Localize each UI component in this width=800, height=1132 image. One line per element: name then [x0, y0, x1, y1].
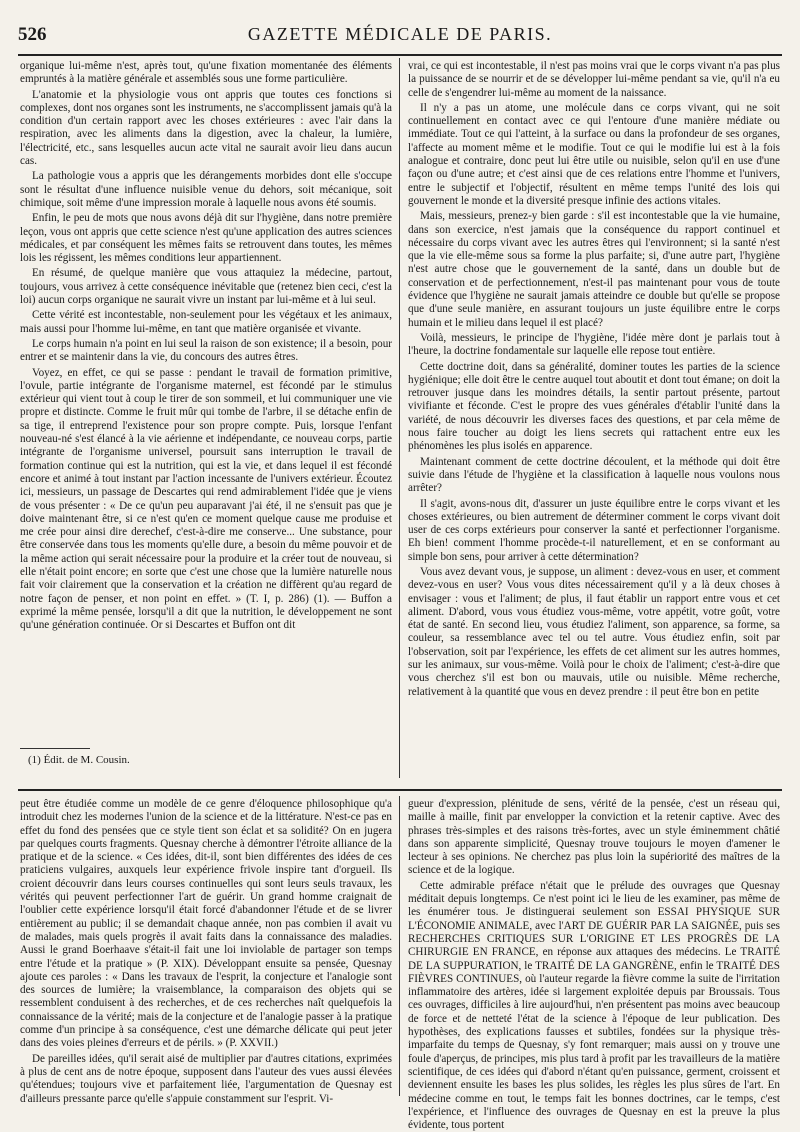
column-top-left [20, 60, 392, 740]
column-top-right [408, 60, 780, 775]
paragraph: Cette vérité est incontestable, non-seulement pour les végétaux et les animaux, mais aussi pour l'homme lui-même, en tant que matière organisée et vivante. [20, 309, 392, 335]
column-divider-bottom [399, 796, 400, 1096]
paragraph: Maintenant comment de cette doctrine découlent, et la méthode qui doit être suivie dans l'étude de l'hygiène et la classification à laquelle nous voulons nous arrêter? [408, 455, 780, 495]
column-divider-top [399, 58, 400, 778]
paragraph: Il s'agit, avons-nous dit, d'assurer un juste équilibre entre le corps vivant et les choses extérieures, ou bien autrement de déterminer comment le corps vivant doit user de ces corps extérieurs pour conserver la santé et perfectionner l'organisme. Eh bien! comment l'homme procède-t-il naturellement, et en se conformant au simple bon sens, pour arriver à cette détermination? [408, 497, 780, 563]
footnote-rule [20, 748, 90, 749]
paragraph: L'anatomie et la physiologie vous ont appris que toutes ces fonctions si complexes, dont nos organes sont les instruments, ne s'accomplissent jamais qu'à la condition d'un certain rapport avec les choses extérieures : avec l'air dans la respiration, avec les aliments dans la digestion, avec la chaleur, la lumière, l'électricité, etc., sans lesquelles aucun acte vital ne saurait avoir lieu dans aucun cas. [20, 88, 392, 168]
footnote: (1) Édit. de M. Cousin. [28, 754, 130, 766]
paragraph: peut être étudiée comme un modèle de ce genre d'éloquence philosophique qu'a introduit chez les modernes l'union de la science et de la littérature. N'est-ce pas en effet du fond des pensées que ce style tient son éclat et sa solidité? On en jugera par quelques courts fragments. Quesnay cherche à démontrer l'étroite alliance de la pratique et de la science. « Ces idées, dit-il, sont bien différentes des idées de ces praticiens vulgaires, auxquels leur expérience frivole inspire tant d'orgueil. Ils croient découvrir dans leurs courses continuelles qui sont leurs seuls travaux, les vérités qui peuvent perfectionner l'art de guérir. Un grand homme craignait de l'oublier cette expérience lorsqu'il était forcé d'abandonner l'étude et de se livrer entièrement au public; il se demandait chaque année, non pas combien il avait vu de malades, mais quels progrès il avait faits dans la connaissance des maladies. Aussi le grand Boerhaave s'était-il fait une loi inviolable de partager son temps entre l'étude et la pratique » (P. XIX). Développant ensuite sa pensée, Quesnay ajoute ces paroles : « Dans les travaux de l'esprit, la conjecture et l'analogie sont des sources de lumière; la vraisemblance, la comparaison des objets qui se ressemblent conduisent à des recherches, et de ces recherches naît quelquefois la connaissance de la vérité; mais de la conjecture et de l'analogie passer à la pratique comme d'un principe à sa conséquence, c'est une démarche délicate qui peut jeter dans des voies pleines d'erreurs et de périls. » (P. XXVII.) [20, 798, 392, 1050]
paragraph: Il n'y a pas un atome, une molécule dans ce corps vivant, qui ne soit continuellement en contact avec ce qui l'entoure d'une manière médiate ou immédiate. Tout ce qui l'atteint, à la surface ou dans la profondeur de ses organes, l'affecte au moment même et le modifie. Tout ce qui le modifie lui est à la fois analogue et contraire, donc peut lui être utile ou nuisible, selon qu'il en use d'une façon ou d'une autre; et c'est ainsi que de ces relations entre l'homme et l'univers, entre le subjectif et l'objectif, résultent en même temps l'unité des lois qui gouvernent le monde et la diversité presque infinie des actions vitales. [408, 101, 780, 207]
paragraph: Voyez, en effet, ce qui se passe : pendant le travail de formation primitive, l'ovule, partie intégrante de l'organisme maternel, est fécondé par le stimulus extérieur qui vient tout à coup le tirer de son sommeil, et lui communiquer une vie propre et distincte. Comme le fruit mûr qui tombe de l'arbre, il se détache enfin de sa tige, il entreprend l'existence pour son propre compte. Puis, lorsque l'enfant nouveau-né s'est élancé à la vie aérienne et indépendante, ce nouveau corps, partie intégrante de l'organisme universel, poursuit sans interruption le travail de formation continue qui est la nutrition, qui est la vie, et dans lequel il est fécondé encore et animé à tout instant par l'action incessante de l'univers extérieur. Écoutez ici, messieurs, un passage de Descartes qui rend admirablement l'idée que je viens de vous présenter : « De ce qu'un peu auparavant j'ai été, il ne s'ensuit pas que je doive maintenant être, si ce n'est qu'en ce moment quelque cause me produise et me crée pour ainsi dire derechef, c'est-à-dire me conserve... Une substance, pour être conservée dans tous les moments qu'elle dure, a besoin du même pouvoir et de la même action qui serait nécessaire pour la produire et la créer tout de nouveau, si elle n'était point encore; en sorte que c'est une chose que la lumière naturelle nous fait voir clairement que la conservation et la création ne diffèrent qu'au regard de notre façon de penser, et non point en effet. » (T. I, p. 286) (1). — Buffon a exprimé la même pensée, lorsqu'il a dit que la nutrition, le développement ne sont qu'une génération continuée. Or si Descartes et Buffon ont dit [20, 366, 392, 632]
paragraph: vrai, ce qui est incontestable, il n'est pas moins vrai que le corps vivant n'a pas plus la puissance de se nourrir et de se développer lui-même pendant sa vie, qu'il n'a eu celle de s'engendrer lui-même au moment de la naissance. [408, 60, 780, 99]
paragraph: gueur d'expression, plénitude de sens, vérité de la pensée, c'est un réseau qui, maille à maille, finit par envelopper la conviction et la retenir captive. Avec des phrases très-simples et des raisons très-fortes, avec un style éminemment châtié dans son apparente simplicité, Quesnay trouve toujours le moyen d'amener le lecteur à ses opinions. Ne cherchez pas plus loin la supériorité des maîtres de la science et de la logique. [408, 798, 780, 877]
section-divider [18, 789, 782, 791]
journal-title: GAZETTE MÉDICALE DE PARIS. [247, 24, 553, 44]
paragraph: Cette admirable préface n'était que le prélude des ouvrages que Quesnay méditait depuis longtemps. Ce n'est point ici le lieu de les examiner, pas même de les énumérer tous. Je distinguerai seulement son ESSAI PHYSIQUE SUR L'ÉCONOMIE ANIMALE, avec l'ART DE GUÉRIR PAR LA SAIGNÉE, puis ses RECHERCHES CRITIQUES SUR L'ORIGINE ET LES PROGRÈS DE LA CHIRURGIE EN FRANCE, en réponse aux attaques des médecins. Le TRAITÉ DE LA SUPPURATION, le TRAITÉ DE LA GANGRÈNE, enfin le TRAITÉ DES FIÈVRES CONTINUES, où l'auteur regarde la fièvre comme la suite de l'irritation inflammatoire des artères, idée si largement exploitée depuis par Broussais. Tous ces ouvrages, difficiles à lire aujourd'hui, n'en présentent pas moins avec beaucoup de force et de netteté l'état de la science à l'époque de leur publication. Des hypothèses, des explications fausses et subtiles, fondées sur la physique très-imparfaite du temps de Quesnay, s'y font remarquer; mais aussi on y trouve une foule d'aperçus, de principes, mis plus tard à profit par les travailleurs de la matière scientifique, de ces idées qui d'abord n'étant qu'en puissance, germent, croissent et deviennent ensuite les bases les plus solides, les règles les plus sûres de l'art. En médecine comme en tout, le temps fait les bonnes doctrines, car le temps, c'est l'expérience, et l'influence des ouvrages de Quesnay en est la preuve la plus évidente, tous portent [408, 879, 780, 1132]
paragraph: La pathologie vous a appris que les dérangements morbides dont elle s'occupe sont le résultat d'une influence nuisible venue du dehors, soit mécanique, soit chimique, soit même d'une impression morale à laquelle nous avons été soumis. [20, 170, 392, 209]
paragraph: Mais, messieurs, prenez-y bien garde : s'il est incontestable que la vie humaine, dans son exercice, n'est jamais que la conséquence du rapport continuel et nécessaire du corps vivant avec les autres êtres qui l'environnent; si la santé n'est que la vie elle-même sous sa forme la plus parfaite; si, d'une autre part, l'hygiène n'est autre chose que le gouvernement de la santé, dans un double but de conservation et de perfectionnement, n'est-il pas maintenant pour vous de toute évidence que l'hygiène ne saurait jamais atteindre ce double but qu'elle se propose que d'une seule manière, en assurant toujours un juste équilibre entre le corps humain et le milieu dans lequel il est placé? [408, 210, 780, 329]
paragraph: Voilà, messieurs, le principe de l'hygiène, l'idée mère dont je parlais tout à l'heure, la doctrine fondamentale sur laquelle elle repose tout entière. [408, 331, 780, 358]
column-bottom-right [408, 798, 780, 1132]
paragraph: Vous avez devant vous, je suppose, un aliment : devez-vous en user, et comment devez-vous en user? Vous vous dites nécessairement qu'il y a là deux choses à envisager : vous et l'aliment; de plus, il faut établir un rapport entre vous et cet aliment. D'abord, vous vous étudiez vous-même, votre appétit, votre goût, votre état de santé. En second lieu, vous étudiez l'aliment, son apparence, sa forme, sa couleur, sa ressemblance avec tel ou tel autre. Vous étudiez enfin, soit par l'observation, soit par l'expérience, les effets de cet aliment sur les autres hommes, sur les animaux, sur vous-même. Voilà pour le choix de l'aliment; c'est-à-dire que vous cherchez s'il est bon ou mauvais, utile ou nuisible. Même recherche, relativement à la quantité que vous en devez prendre : il peut être bon en petite [408, 565, 780, 698]
page-header [18, 14, 782, 56]
paragraph: De pareilles idées, qu'il serait aisé de multiplier par d'autres citations, exprimées à plus de cent ans de notre époque, supposent dans l'auteur des vues aussi élevées qu'étendues; toujours vive et parfaitement liée, l'argumentation de Quesnay est d'ailleurs pressante parce qu'elle s'appuie constamment sur l'esprit. Vi- [20, 1052, 392, 1105]
page-number: 526 [18, 24, 47, 45]
column-bottom-left [20, 798, 392, 1105]
paragraph: organique lui-même n'est, après tout, qu'une fixation momentanée des éléments empruntés à la matière générale et assemblés sous une forme particulière. [20, 60, 392, 86]
paragraph: Cette doctrine doit, dans sa généralité, dominer toutes les parties de la science hygiénique; elle doit être le centre auquel tout aboutit et dont tout émane; on doit la retrouver jusque dans les moindres détails, la sentir partout présente, partout vivifiante et féconde. C'est le propre des vues générales d'établir l'unité dans la variété, de nous découvrir les diverses faces des questions, et par cela même de nous faire toucher au doigt les liens secrets qui rattachent entre eux les phénomènes les plus isolés en apparence. [408, 360, 780, 453]
paragraph: En résumé, de quelque manière que vous attaquiez la médecine, partout, toujours, vous arrivez à cette conséquence inévitable que (retenez bien ceci, c'est la loi) aucun corps organique ne saurait vivre un instant par lui-même et à lui seul. [20, 267, 392, 307]
paragraph: Le corps humain n'a point en lui seul la raison de son existence; il a besoin, pour entrer et se maintenir dans la vie, du concours des autres êtres. [20, 337, 392, 364]
paragraph: Enfin, le peu de mots que nous avons déjà dit sur l'hygiène, dans notre première leçon, vous ont appris que cette science n'est qu'une application des autres sciences médicales, et par conséquent les mêmes faits se retrouvent dans toutes, les mêmes lois les régissent, les mêmes conditions leur appartiennent. [20, 212, 392, 265]
